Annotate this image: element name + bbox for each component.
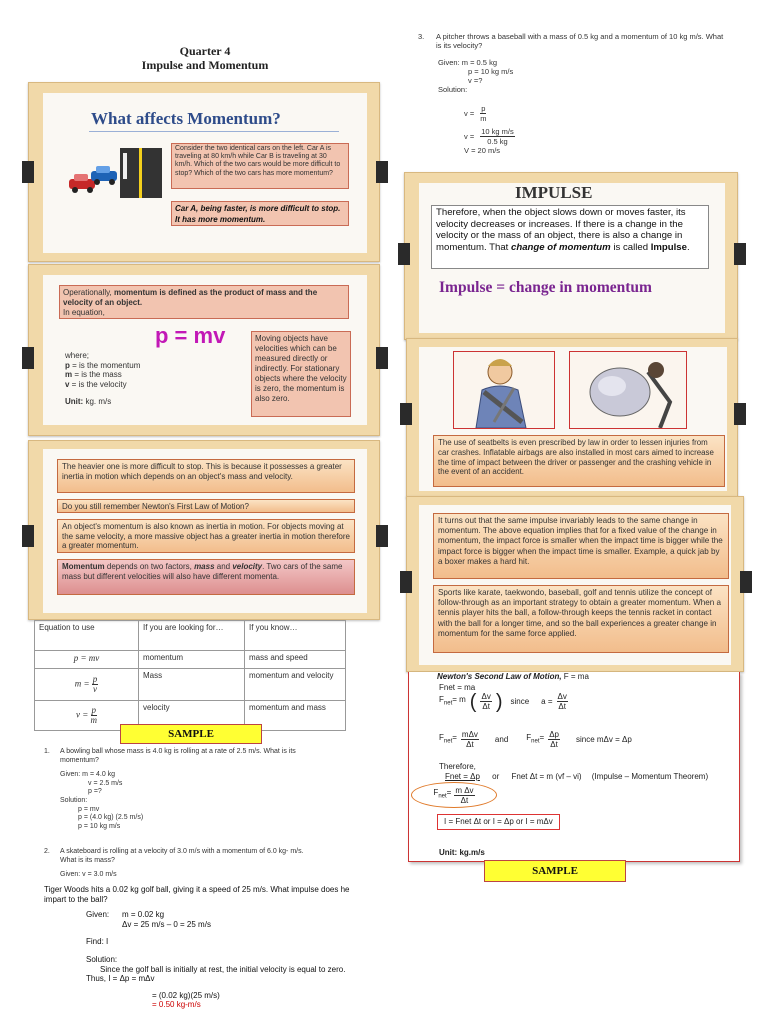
newton-fnet-mdv: $F_{net}=$ $\frac{\text{mΔv}}{\Delta t}$ and $F_{net}=$ $\frac{\Delta p}{\Delta t}$ since mΔv = Δp [439, 730, 632, 749]
airbag-image [569, 351, 687, 429]
therefore-label: Therefore, [439, 762, 476, 771]
binder-clip [22, 525, 34, 547]
problem-2: 2. A skateboard is rolling at a velocity of 3.0 m/s with a momentum of 6.0 kg- m/s. What is its mass? Given: v = 3.0 m/s [44, 848, 304, 879]
problem-1: 1. A bowling ball whose mass is 4.0 kg is rolling at a rate of 2.5 m/s. What is its momentum? Given: m = 4.0 kg v = 2.5 m/s p =? Solution: p = mv p = (4.0 kg) (2.5 m/s) p = 10 kg m/s [44, 748, 296, 830]
follow-through-box: Sports like karate, taekwondo, baseball, golf and tennis utilize the concept of follow-through as an important strategy to obtain a greater momentum. When a tennis player hits the ball, a follow-through keeps the tennis racket in contact with the ball for a longer time, and so the ball experiences a greater change in momentum for the same force applied. [433, 585, 729, 653]
sample-label: SAMPLE [484, 860, 626, 882]
binder-clip [376, 525, 388, 547]
seatbelt-text-box: The use of seatbelts is even prescribed by law in order to lessen injuries from car crashes. Inflatable airbags are also installed in most cars aimed to increase the time of impact between the driver or passenger and the crashing vehicle in the event of an accident. [433, 435, 725, 487]
heavier-object-box: The heavier one is more difficult to stop. This is because it possesses a greater inertia in motion which depends on an object's mass and velocity. [57, 459, 355, 493]
momentum-factors-box: Momentum depends on two factors, mass and velocity. Two cars of the same mass but different velocities will also have different momenta. [57, 559, 355, 595]
binder-clip [22, 347, 34, 369]
table-row: m = $\frac{p}{v}$ Mass momentum and velocity [35, 669, 346, 701]
tiger-woods-problem: Tiger Woods hits a 0.02 kg golf ball, giving it a speed of 25 m/s. What impulse does he impart to the ball? Given: m = 0.02 kg Δv = 25 m/s – 0 = 25 m/s Find: I Solution: Since the golf ball is initially at rest, the initial velocity is equal to zero. Thus, I = Δp = mΔv = (0.02 kg)(25 m/s) = 0.50 kg-m/s [44, 885, 356, 1010]
impulse-definition-box: Therefore, when the object slows down or moves faster, its velocity decreases or increases. If there is a change in the velocity or the mass of an object, there is also a change in momentum. That change of momentum is called Impulse. [431, 205, 709, 269]
momentum-definition-box: Operationally, momentum is defined as the product of mass and the velocity of an object. In equation, [59, 285, 349, 319]
stationary-note-box: Moving objects have velocities which can be measured directly or indirectly. For stationary objects where the velocity is zero, the momentum is also zero. [251, 331, 351, 417]
two-cars-illustration [65, 143, 165, 203]
impact-force-box: It turns out that the same impulse invariably leads to the same change in momentum. The above equation implies that for a fixed value of the change in momentum, the impact force is smaller when the impact time is bigger while the impact force is bigger when the impact time is smaller. Example, a quick jab by a boxer makes a hard hit. [433, 513, 729, 579]
slide1-title: What affects Momentum? [91, 109, 281, 128]
problem-3: 3. A pitcher throws a baseball with a mass of 0.5 kg and a momentum of 10 kg m/s. What is its velocity? Given: m = 0.5 kg p = 10 kg m/s v =? Solution: v = $\frac{p}{m}$ v = $\frac{\text{10 kg m/s}}{0.5 kg}$ V = 20 m/s [418, 32, 724, 155]
equation-cell: m = $\frac{p}{v}$ [35, 669, 139, 701]
table-row: p = mv momentum mass and speed [35, 651, 346, 669]
fnet-circled-formula: $F_{net}=$ $\frac{\text{m Δv}}{\Delta t}$ [411, 782, 497, 808]
newton-second-law-box [408, 672, 740, 862]
binder-clip [400, 403, 412, 425]
newton-fnet-derivation: $F_{net}= m$ ( $\frac{\Delta v}{\Delta t}$ ) since a = $\frac{\Delta v}{\Delta t}$ [439, 690, 567, 713]
table-header: If you know… [245, 621, 346, 651]
binder-clip [22, 161, 34, 183]
table-header: Equation to use [35, 621, 139, 651]
slide-what-affects-momentum [28, 82, 380, 262]
quarter-label: Quarter 4 [179, 44, 231, 58]
binder-clip [734, 403, 746, 425]
impulse-equations-box: I = Fnet Δt or I = Δp or I = mΔv [437, 814, 560, 830]
sample-label: SAMPLE [120, 724, 262, 744]
newton-fnet-ma: Fnet = ma [439, 683, 476, 692]
binder-clip [400, 571, 412, 593]
binder-clip [376, 347, 388, 369]
equation-table [34, 620, 346, 731]
slide-impulse [404, 172, 738, 340]
quarter-heading [130, 44, 280, 72]
table-header: If you are looking for… [139, 621, 245, 651]
impulse-equation: Impulse = change in momentum [439, 279, 652, 296]
seatbelt-image [453, 351, 555, 429]
inertia-box: An object's momentum is also known as inertia in motion. For objects moving at the same velocity, a more massive object has a greater inertia in motion therefore a greater momentum. [57, 519, 355, 553]
slide-momentum-definition [28, 264, 380, 436]
slide1-answer-box: Car A, being faster, is more difficult to stop. It has more momentum. [171, 201, 349, 226]
variable-definitions: where; p = is the momentum m = is the mass v = is the velocity Unit: kg. m/s [65, 351, 141, 406]
topic-title: Impulse and Momentum [141, 58, 269, 72]
person-seatbelt-icon [454, 352, 554, 428]
slide1-title-underline [89, 131, 339, 132]
airbag-crash-icon [570, 352, 686, 428]
impulse-momentum-theorem: Fnet = Δp or Fnet Δt = m (vf – vi) (Impulse – Momentum Theorem) [445, 772, 709, 781]
newton-question-box: Do you still remember Newton's First Law of Motion? [57, 499, 355, 513]
slide1-question-box: Consider the two identical cars on the left. Car A is traveling at 80 km/h while Car B is traveling at 30 km/h. Which of the two cars would be more difficult to stop? Which of the two cars has more momentum? [171, 143, 349, 189]
binder-clip [398, 243, 410, 265]
slide-impact-time [406, 496, 744, 672]
newton-unit: Unit: kg.m/s [439, 848, 485, 857]
binder-clip [734, 243, 746, 265]
equation-cell: v = $\frac{p}{m}$ [35, 701, 139, 731]
equation-cell: p = mv [35, 651, 139, 669]
momentum-formula: p = mv [155, 323, 226, 348]
slide-seatbelts [406, 338, 738, 498]
table-row: v = $\frac{p}{m}$ velocity momentum and mass [35, 701, 346, 731]
impulse-title: IMPULSE [515, 183, 593, 202]
slide-inertia-in-motion [28, 440, 380, 620]
binder-clip [376, 161, 388, 183]
binder-clip [740, 571, 752, 593]
newton-title: Newton's Second Law of Motion, F = ma [437, 672, 589, 681]
